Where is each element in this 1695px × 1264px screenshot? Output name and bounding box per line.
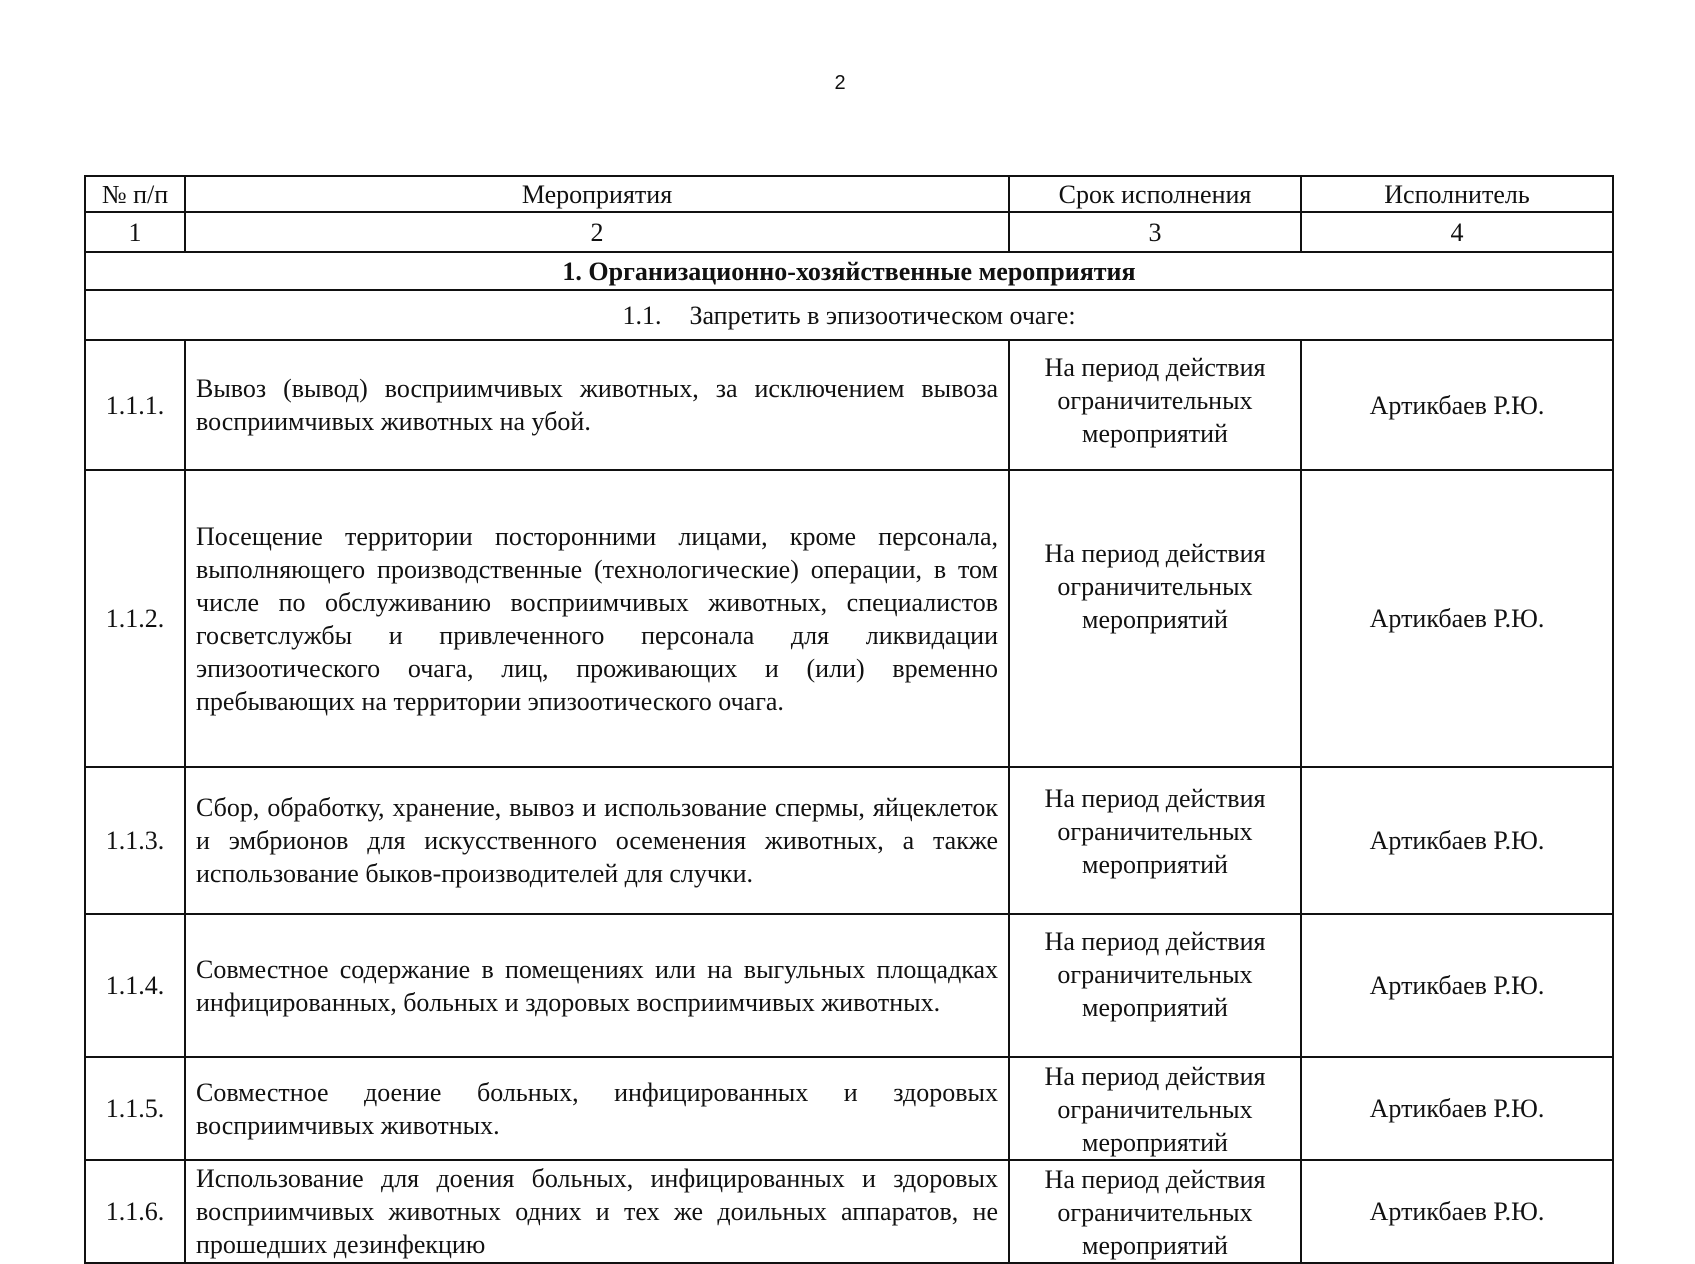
row-activity: Вывоз (вывод) восприимчивых животных, за исключением вывоза восприимчивых животных на убой.	[185, 340, 1009, 470]
table-row	[85, 1057, 1613, 1160]
row-executor: Артикбаев Р.Ю.	[1301, 1057, 1613, 1160]
table-row	[85, 914, 1613, 1057]
header-number: № п/п	[85, 176, 185, 212]
row-term: На период действия ограничительных мероприятий	[1009, 767, 1301, 914]
row-number: 1.1.6.	[85, 1160, 185, 1263]
subsection-title: Запретить в эпизоотическом очаге:	[689, 300, 1076, 330]
column-number-3: 3	[1009, 212, 1301, 252]
header-deadline: Срок исполнения	[1009, 176, 1301, 212]
section-row	[85, 252, 1613, 290]
row-executor: Артикбаев Р.Ю.	[1301, 1160, 1613, 1263]
row-number: 1.1.2.	[85, 470, 185, 767]
row-executor: Артикбаев Р.Ю.	[1301, 340, 1613, 470]
subsection-row	[85, 290, 1613, 340]
row-number: 1.1.3.	[85, 767, 185, 914]
row-executor: Артикбаев Р.Ю.	[1301, 470, 1613, 767]
table-header-row	[85, 176, 1613, 212]
row-activity: Совместное доение больных, инфицированных и здоровых восприимчивых животных.	[185, 1057, 1009, 1160]
row-number: 1.1.4.	[85, 914, 185, 1057]
row-term: На период действия ограничительных мероприятий	[1009, 340, 1301, 470]
table-row	[85, 470, 1613, 767]
row-term: На период действия ограничительных мероприятий	[1009, 914, 1301, 1057]
row-activity: Совместное содержание в помещениях или на выгульных площадках инфицированных, больных и здоровых восприимчивых животных.	[185, 914, 1009, 1057]
table-row	[85, 767, 1613, 914]
column-number-4: 4	[1301, 212, 1613, 252]
row-activity: Сбор, обработку, хранение, вывоз и использование спермы, яйцеклеток и эмбрионов для искусственного осеменения животных, а также использование быков-производителей для случки.	[185, 767, 1009, 914]
subsection-cell	[85, 290, 1613, 340]
table-row	[85, 1160, 1613, 1263]
column-numbers-row	[85, 212, 1613, 252]
row-number: 1.1.1.	[85, 340, 185, 470]
row-term: На период действия ограничительных мероприятий	[1009, 1057, 1301, 1160]
row-term: На период действия ограничительных мероприятий	[1009, 1160, 1301, 1263]
column-number-2: 2	[185, 212, 1009, 252]
row-activity: Посещение территории посторонними лицами, кроме персонала, выполняющего производственные (технологические) операции, в том числе по обслуживанию восприимчивых животных, специалистов госветслужбы и привлеченного персонала для ликвидации эпизоотического очага, лиц, проживающих и (или) временно пребывающих на территории эпизоотического очага.	[185, 470, 1009, 767]
table-row	[85, 340, 1613, 470]
row-activity: Использование для доения больных, инфицированных и здоровых восприимчивых животных одних и тех же доильных аппаратов, не прошедших дезинфекцию	[185, 1160, 1009, 1263]
header-activities: Мероприятия	[185, 176, 1009, 212]
header-executor: Исполнитель	[1301, 176, 1613, 212]
row-executor: Артикбаев Р.Ю.	[1301, 767, 1613, 914]
subsection-number: 1.1.	[622, 300, 662, 330]
section-title: 1. Организационно-хозяйственные мероприятия	[85, 252, 1613, 290]
measures-table	[84, 175, 1614, 1264]
row-executor: Артикбаев Р.Ю.	[1301, 914, 1613, 1057]
row-number: 1.1.5.	[85, 1057, 185, 1160]
row-term: На период действия ограничительных мероприятий	[1009, 470, 1301, 767]
page-number: 2	[834, 72, 846, 94]
column-number-1: 1	[85, 212, 185, 252]
